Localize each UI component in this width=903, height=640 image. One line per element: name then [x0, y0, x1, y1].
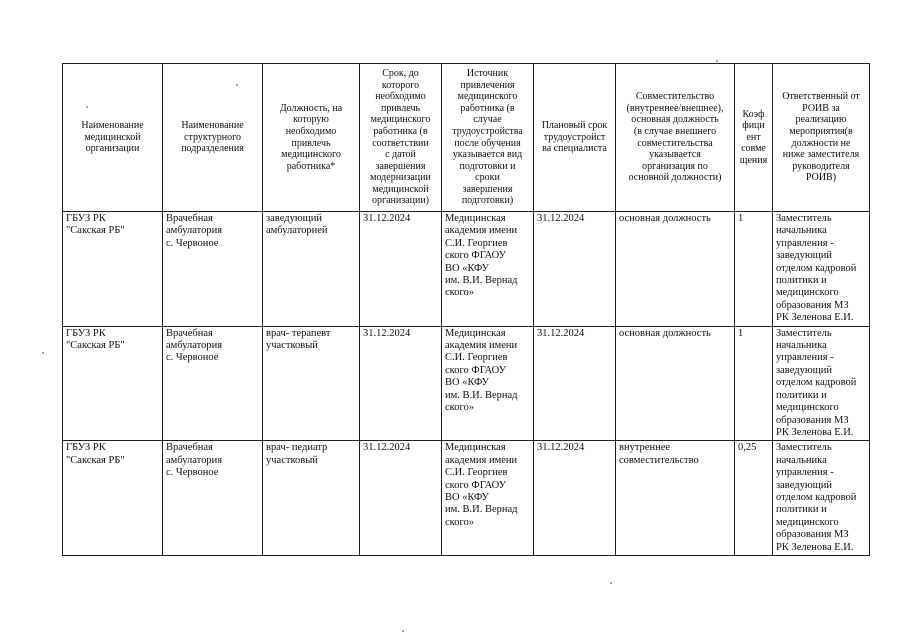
table-row [63, 326, 870, 441]
header-combination: Совместительство (внутреннее/внешнее), основная должность (в случае внешнего совместительства указывается организация по основной должности) [616, 64, 735, 212]
header-coefficient: Коэф фици ент совме щения [735, 64, 773, 212]
scan-speck [86, 106, 88, 108]
cell-combination: внутреннее совместительство [616, 441, 735, 556]
cell-source: Медицинская академия имени С.И. Георгиев ского ФГАОУ ВО «КФУ им. В.И. Вернад ского» [442, 212, 534, 327]
scan-speck [42, 352, 44, 354]
table-header-row [63, 64, 870, 212]
cell-organization: ГБУЗ РК "Сакская РБ" [63, 326, 163, 441]
table-row [63, 212, 870, 327]
cell-position: заведующий амбулаторией [263, 212, 360, 327]
cell-source: Медицинская академия имени С.И. Георгиев ского ФГАОУ ВО «КФУ им. В.И. Вернад ского» [442, 441, 534, 556]
cell-planned-date: 31.12.2024 [534, 326, 616, 441]
cell-planned-date: 31.12.2024 [534, 441, 616, 556]
cell-coefficient: 0,25 [735, 441, 773, 556]
cell-deadline: 31.12.2024 [360, 441, 442, 556]
cell-position: врач- педиатр участковый [263, 441, 360, 556]
cell-unit: Врачебная амбулатория с. Червоное [163, 212, 263, 327]
header-structural-unit: Наименование структурного подразделения [163, 64, 263, 212]
cell-responsible: Заместитель начальника управления - заведующий отделом кадровой политики и медицинского образования МЗ РК Зеленова Е.И. [773, 212, 870, 327]
cell-combination: основная должность [616, 326, 735, 441]
scan-speck [610, 582, 612, 584]
cell-organization: ГБУЗ РК "Сакская РБ" [63, 441, 163, 556]
header-source: Источник привлечения медицинского работника (в случае трудоустройства после обучения указывается вид подготовки и сроки завершения подготовки) [442, 64, 534, 212]
scan-speck [402, 630, 404, 632]
cell-deadline: 31.12.2024 [360, 212, 442, 327]
cell-coefficient: 1 [735, 326, 773, 441]
cell-position: врач- терапевт участковый [263, 326, 360, 441]
cell-planned-date: 31.12.2024 [534, 212, 616, 327]
cell-source: Медицинская академия имени С.И. Георгиев ского ФГАОУ ВО «КФУ им. В.И. Вернад ского» [442, 326, 534, 441]
scan-speck [716, 60, 718, 62]
header-deadline: Срок, до которого необходимо привлечь медицинского работника (в соответствии с датой завершения модернизации медицинской организации) [360, 64, 442, 212]
cell-combination: основная должность [616, 212, 735, 327]
header-responsible: Ответственный от РОИВ за реализацию мероприятия(в должности не ниже заместителя руководителя РОИВ) [773, 64, 870, 212]
cell-coefficient: 1 [735, 212, 773, 327]
cell-organization: ГБУЗ РК "Сакская РБ" [63, 212, 163, 327]
cell-deadline: 31.12.2024 [360, 326, 442, 441]
cell-unit: Врачебная амбулатория с. Червоное [163, 441, 263, 556]
header-position: Должность, на которую необходимо привлечь медицинского работника* [263, 64, 360, 212]
header-planned-date: Плановый срок трудоустройст ва специалиста [534, 64, 616, 212]
table-row [63, 441, 870, 556]
cell-responsible: Заместитель начальника управления - заведующий отделом кадровой политики и медицинского образования МЗ РК Зеленова Е.И. [773, 326, 870, 441]
header-medical-organization: Наименование медицинской организации [63, 64, 163, 212]
cell-unit: Врачебная амбулатория с. Червоное [163, 326, 263, 441]
scan-speck [236, 84, 238, 86]
staffing-plan-table [62, 63, 870, 556]
cell-responsible: Заместитель начальника управления - заведующий отделом кадровой политики и медицинского образования МЗ РК Зеленова Е.И. [773, 441, 870, 556]
